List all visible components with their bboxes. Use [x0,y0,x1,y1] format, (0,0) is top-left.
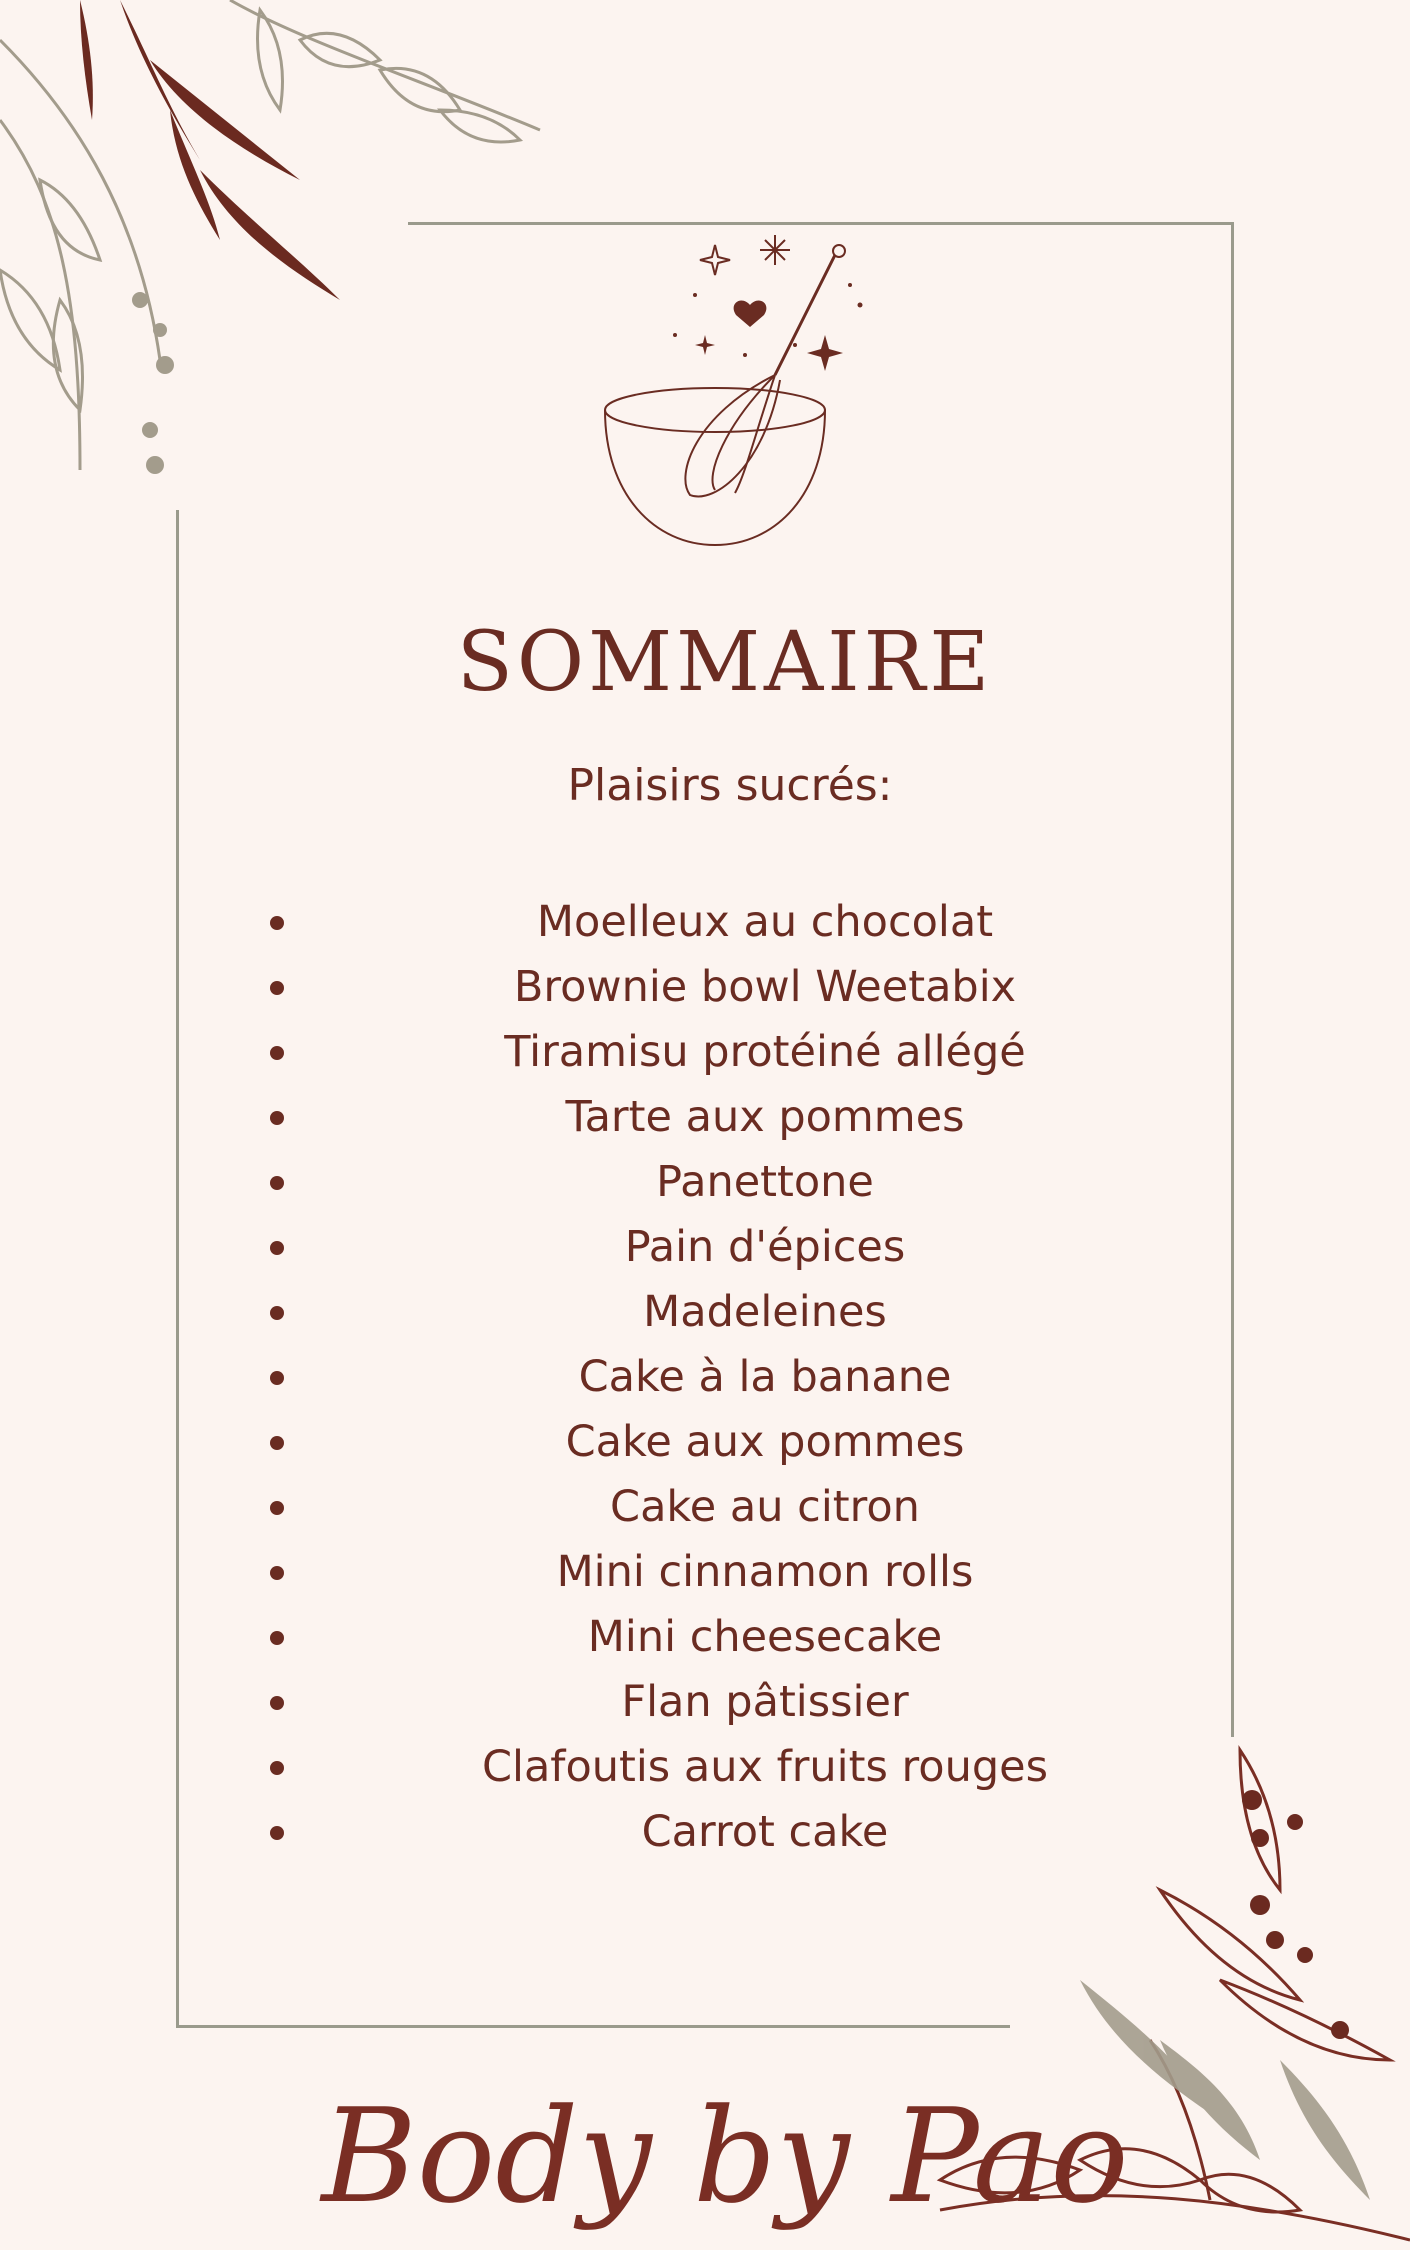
bullet-icon [270,1241,284,1255]
bullet-icon [270,1501,284,1515]
recipe-label: Flan pâtissier [621,1677,909,1727]
recipe-label: Mini cinnamon rolls [556,1547,974,1597]
list-item [240,1475,1240,1540]
list-item [240,1605,1240,1670]
list-item [240,1670,1240,1735]
page-title: SOMMAIRE [456,614,994,710]
section-heading: Plaisirs sucrés: [567,760,893,811]
recipe-label: Pain d'épices [624,1222,906,1272]
recipe-label: Cake au citron [610,1482,920,1532]
list-item [240,1215,1240,1280]
bullet-icon [270,1696,284,1710]
leaf-decoration-top-left [0,0,560,500]
recipe-label: Mini cheesecake [587,1612,943,1662]
bullet-icon [270,1436,284,1450]
list-item [240,1280,1240,1345]
bullet-icon [270,1111,284,1125]
recipe-label: Panettone [656,1157,874,1207]
list-item [240,1800,1240,1865]
recipe-label: Tarte aux pommes [565,1092,965,1142]
bullet-icon [270,1761,284,1775]
list-item [240,1410,1240,1475]
bullet-icon [270,1176,284,1190]
recipe-label: Brownie bowl Weetabix [513,962,1017,1012]
list-item [240,955,1240,1020]
bullet-icon [270,1826,284,1840]
bullet-icon [270,916,284,930]
list-item [240,1085,1240,1150]
list-item [240,1345,1240,1410]
recipe-list [240,890,1240,1865]
list-item [240,1540,1240,1605]
list-item [240,890,1240,955]
bullet-icon [270,1566,284,1580]
list-item [240,1150,1240,1215]
brand-signature: Body by Pao [321,2080,1129,2232]
frame-bottom-line [176,2025,1010,2028]
heart-icon [734,300,767,327]
recipe-label: Tiramisu protéiné allégé [504,1027,1026,1077]
recipe-label: Cake à la banane [578,1352,952,1402]
whisk-bowl-icon [595,235,895,555]
sparkle-icon [695,335,843,371]
list-item [240,1020,1240,1085]
recipe-label: Madeleines [643,1287,887,1337]
list-item [240,1735,1240,1800]
bullet-icon [270,1046,284,1060]
recipe-label: Cake aux pommes [565,1417,965,1467]
bullet-icon [270,1371,284,1385]
recipe-label: Clafoutis aux fruits rouges [481,1742,1048,1792]
recipe-label: Moelleux au chocolat [536,897,994,947]
bullet-icon [270,981,284,995]
frame-left-line [176,510,179,2028]
bullet-icon [270,1306,284,1320]
recipe-label: Carrot cake [641,1807,889,1857]
bullet-icon [270,1631,284,1645]
